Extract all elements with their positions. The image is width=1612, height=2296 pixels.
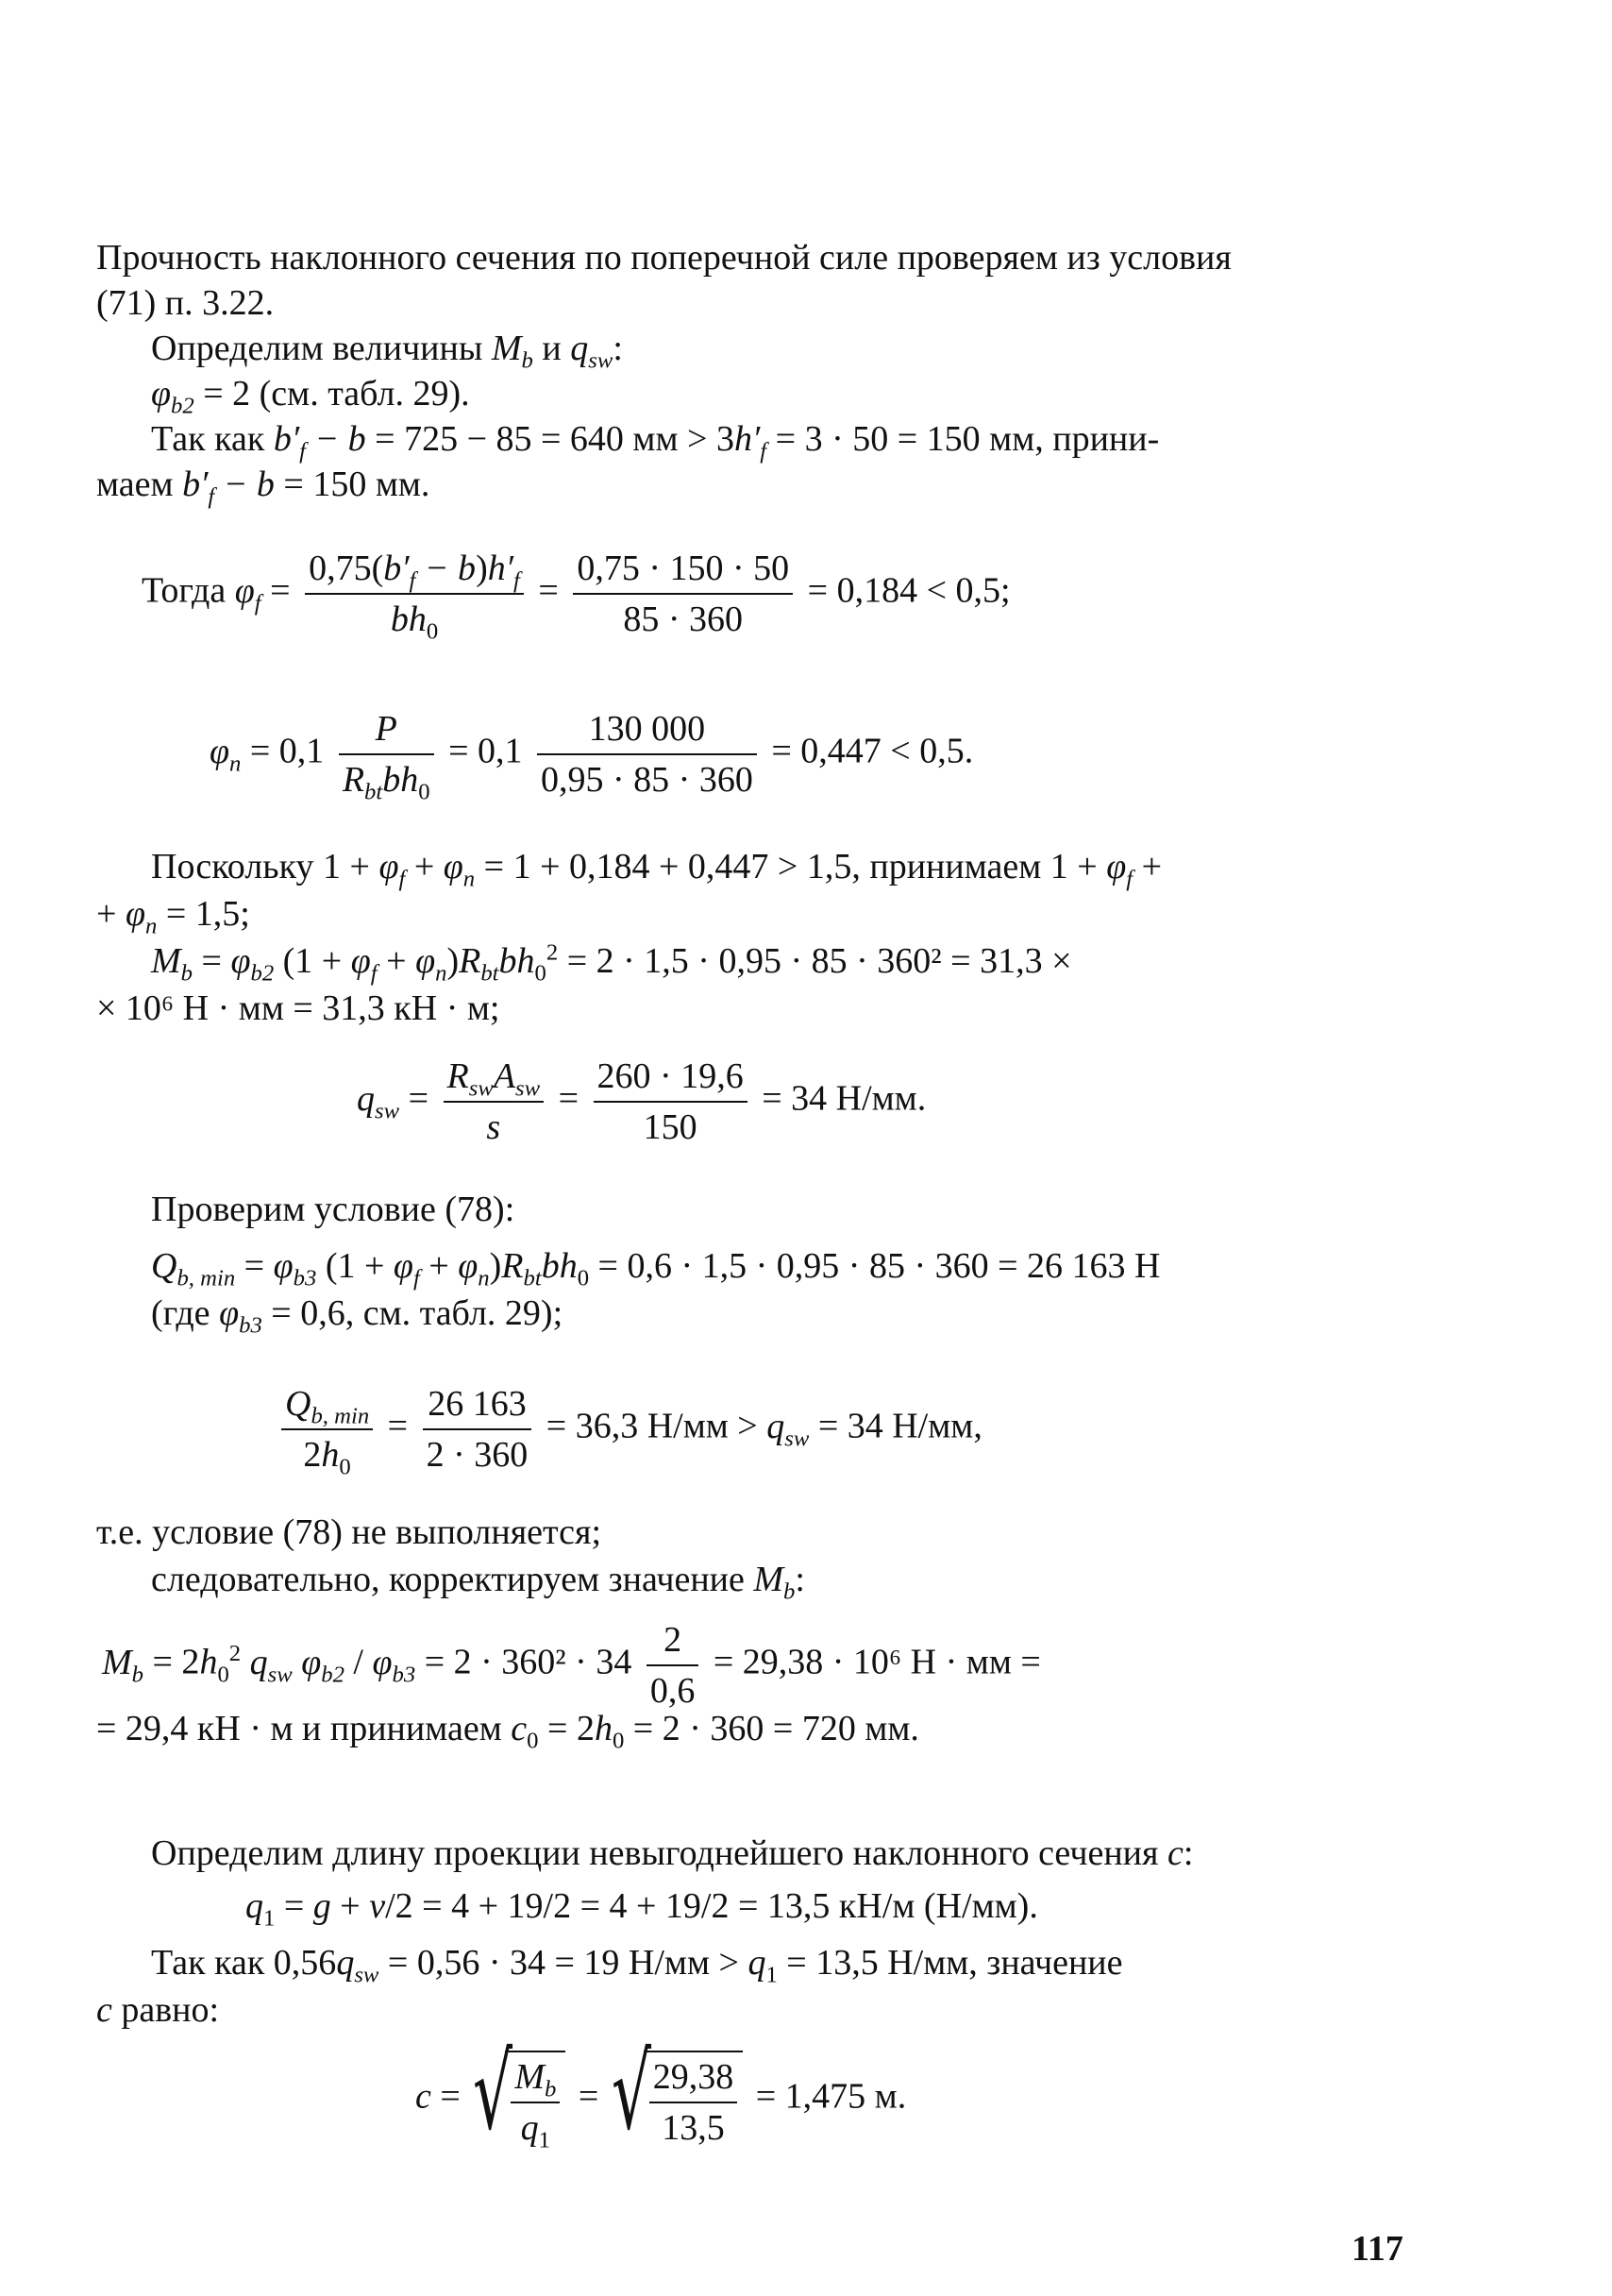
text-line: следовательно, корректируем значение $M_b$: [151, 1560, 805, 1605]
text-line: Так как $b'_f - b = 725 - 85 = 640$ мм > $3h'_f = 3 \cdot 50 = 150$ мм, прини- [151, 419, 1160, 464]
text: Поскольку 1 + [151, 847, 370, 886]
text: = 36,3 Н/мм > [546, 1406, 758, 1446]
result: = 34 Н/мм, [817, 1406, 982, 1446]
text: : [795, 1560, 805, 1599]
text: т.е. условие (78) не выполняется; [96, 1512, 602, 1552]
equation-phi-f: Тогда $\varphi_f$ = $\frac{0,75(b'_f - b)h'_f}{bh_0}$ = $\frac{0,75 \cdot 150 \cdot 50}{85 \cdot 360}$ = 0,184 < 0,5; [142, 549, 1011, 645]
fraction: $\frac{M_b}{q_1}$ [511, 2056, 560, 2149]
text: Так как [151, 419, 265, 459]
text: маем [96, 464, 174, 504]
text: = 29,4 кН · м и принимаем [96, 1709, 502, 1748]
text: = 1,5; [165, 894, 250, 934]
text-line: Определим длину проекции невыгоднейшего наклонного сечения c: [151, 1833, 1194, 1873]
result: = 34 Н/мм. [762, 1078, 927, 1119]
text: = 725 − 85 = 640 мм > [375, 419, 708, 459]
result: = 29,38 · 10⁶ Н · мм = [713, 1642, 1041, 1682]
text-line [96, 987, 499, 1030]
text: = 2 · 360 = 720 мм. [632, 1709, 919, 1748]
text-line: (где $\varphi_{b3} = 0,6$, см. табл. 29); [151, 1293, 563, 1339]
text: Проверим условие (78): [151, 1190, 515, 1229]
fraction: $\frac{0,75(b'_f - b)h'_f}{bh_0}$ [305, 548, 524, 640]
numerator: 260 · 19,6 [594, 1055, 747, 1103]
denominator: 13,5 [662, 2108, 725, 2148]
text-line: Так как $0,56q_{sw} = 0,56 \cdot 34 = 19$ $Н/мм > q_1 = 13,5$ Н/мм, значение [151, 1943, 1123, 1988]
result: = 0,447 < 0,5. [771, 731, 974, 771]
square-root: √ $\frac{29,38}{13,5}$ [612, 2051, 744, 2149]
text: = 2 · 360² · 34 [424, 1642, 632, 1682]
fraction: $\frac{Q_{b, min}}{2h_0}$ [281, 1383, 373, 1476]
fraction: $\frac{P}{R_{bt}bh_0}$ [339, 708, 434, 801]
text: = 13,5 Н/мм, значение [786, 1943, 1123, 1983]
denominator: 0,6 [649, 1671, 696, 1711]
text: × 10⁶ Н · мм = 31,3 кН · м; [96, 988, 500, 1028]
numerator: 2 [646, 1619, 699, 1666]
text: = 0,6, см. табл. 29); [271, 1293, 563, 1333]
text-line: + $\varphi_n = 1,5$; [96, 894, 250, 939]
page-number: 117 [1352, 2229, 1403, 2269]
numerator: 26 163 [423, 1383, 532, 1430]
text-line: Определим величины $M_b$ и $q_{sw}$: [151, 329, 623, 374]
equation-phi-n: $\varphi_n = 0,1$ $\frac{P}{R_{bt}bh_0}$ = 0,1 $\frac{130 000}{0,95 \cdot 85 \cdot 360}$ = 0,447 < 0,5. [210, 709, 974, 805]
text-line: $\varphi_{b2} = 2$ (см. табл. 29). [151, 374, 470, 419]
numerator: 0,75 · 150 · 50 [573, 548, 793, 595]
text-line: маем $b'_f - b = 150$ мм. [96, 464, 430, 510]
text-line: $q_1 = g + v/2 = 4 + 19/2 = 4 + 19/2 = 13,5$ кН/м (Н/мм). [245, 1886, 1038, 1932]
text: = 3 · 50 = 150 мм, прини- [775, 419, 1160, 459]
equation-q-min: $\frac{Q_{b, min}}{2h_0}$ = $\frac{26 163}{2 \cdot 360}$ = 36,3 $Н/мм > q_{sw} = 34$ Н/мм, [276, 1383, 982, 1476]
fraction [594, 1055, 747, 1148]
text-line [96, 1511, 601, 1554]
text-line: Поскольку $1 + \varphi_f + \varphi_n = 1 + 0,184 + 0,447 > 1,5$, принимаем $1 + \varphi_f$ + [151, 847, 1163, 892]
result: = 0,184 < 0,5; [807, 570, 1011, 611]
text: = 1 + 0,184 + 0,447 > 1,5, принимаем 1 + [483, 847, 1098, 886]
denominator: 150 [643, 1107, 697, 1147]
text: (71) п. 3.22. [96, 283, 275, 323]
text: Так как 0,56 [151, 1943, 337, 1983]
fraction: $\frac{R_{sw}A_{sw}}{s}$ [444, 1055, 545, 1148]
denominator: 85 · 360 [623, 599, 744, 639]
text-line [96, 236, 1232, 279]
text: Прочность наклонного сечения по поперечной силе проверяем из условия [96, 238, 1232, 278]
fraction [646, 1619, 699, 1712]
text: = 2 · 1,5 · 0,95 · 85 · 360² = 31,3 × [566, 941, 1072, 981]
text: равно: [121, 1990, 220, 2030]
denominator: 0,95 · 85 · 360 [541, 760, 753, 800]
text: : [1183, 1833, 1194, 1873]
text-line: c равно: [96, 1990, 220, 2030]
text-line [151, 1188, 514, 1231]
text: = 2 (см. табл. 29). [203, 374, 470, 414]
text-line: = 29,4 кН · м и принимаем $c_0 = 2h_0 = 2 \cdot 360 = 720$ мм. [96, 1709, 919, 1754]
equation-mb-corrected: $M_b = 2h_0^2$ $q_{sw}$ $\varphi_{b2} / \varphi_{b3} = 2 \cdot 360^2 \cdot 34$ $\frac{2}{0,6}$ = 29,38 · 10⁶ Н · мм = [102, 1620, 1041, 1711]
square-root: √ $\frac{M_b}{q_1}$ [473, 2051, 565, 2149]
fraction [537, 708, 757, 801]
text: = 150 мм. [283, 464, 430, 504]
fraction [573, 548, 793, 640]
text: Определим длину проекции невыгоднейшего наклонного сечения [151, 1833, 1159, 1873]
denominator: 2 · 360 [426, 1435, 529, 1475]
text-line: $Q_{b, min} = \varphi_{b3}$ $(1 + \varphi_f + \varphi_n)R_{bt}bh_0 = 0,6 \cdot 1,5 \cdot 0,95 \cdot 85 \cdot 360 = 26$ 163 Н [151, 1246, 1161, 1292]
text: = 0,56 · 34 = 19 Н/мм > [387, 1943, 739, 1983]
text-line: $M_b = \varphi_{b2}$ $(1 + \varphi_f + \varphi_n)R_{bt}bh_0^2 = 2 \cdot 1,5 \cdot 0,95 \cdot 85 \cdot 360^2 = 31,3$ × [151, 939, 1072, 987]
text: Определим величины [151, 329, 483, 368]
equation-q-sw: $q_{sw}$ = $\frac{R_{sw}A_{sw}}{s}$ = $\frac{260 \cdot 19,6}{150}$ = 34 Н/мм. [357, 1056, 927, 1147]
fraction [423, 1383, 532, 1476]
numerator: 130 000 [537, 708, 757, 755]
text: (где [151, 1293, 210, 1333]
text: Тогда [142, 570, 227, 611]
fraction [649, 2056, 738, 2149]
text: = 4 + 19/2 = 4 + 19/2 = 13,5 кН/м (Н/мм). [422, 1886, 1038, 1926]
text: следовательно, корректируем значение [151, 1560, 745, 1599]
equation-c: c = √ $\frac{M_b}{q_1}$ = √ $\frac{29,38}{13,5}$ = 1,475 м. [415, 2032, 907, 2153]
numerator: 29,38 [649, 2056, 738, 2103]
text: : [613, 329, 623, 368]
result: = 1,475 м. [755, 2076, 907, 2117]
text: = 0,6 · 1,5 · 0,95 · 85 · 360 = 26 163 Н [597, 1246, 1161, 1286]
text-line [96, 281, 274, 325]
